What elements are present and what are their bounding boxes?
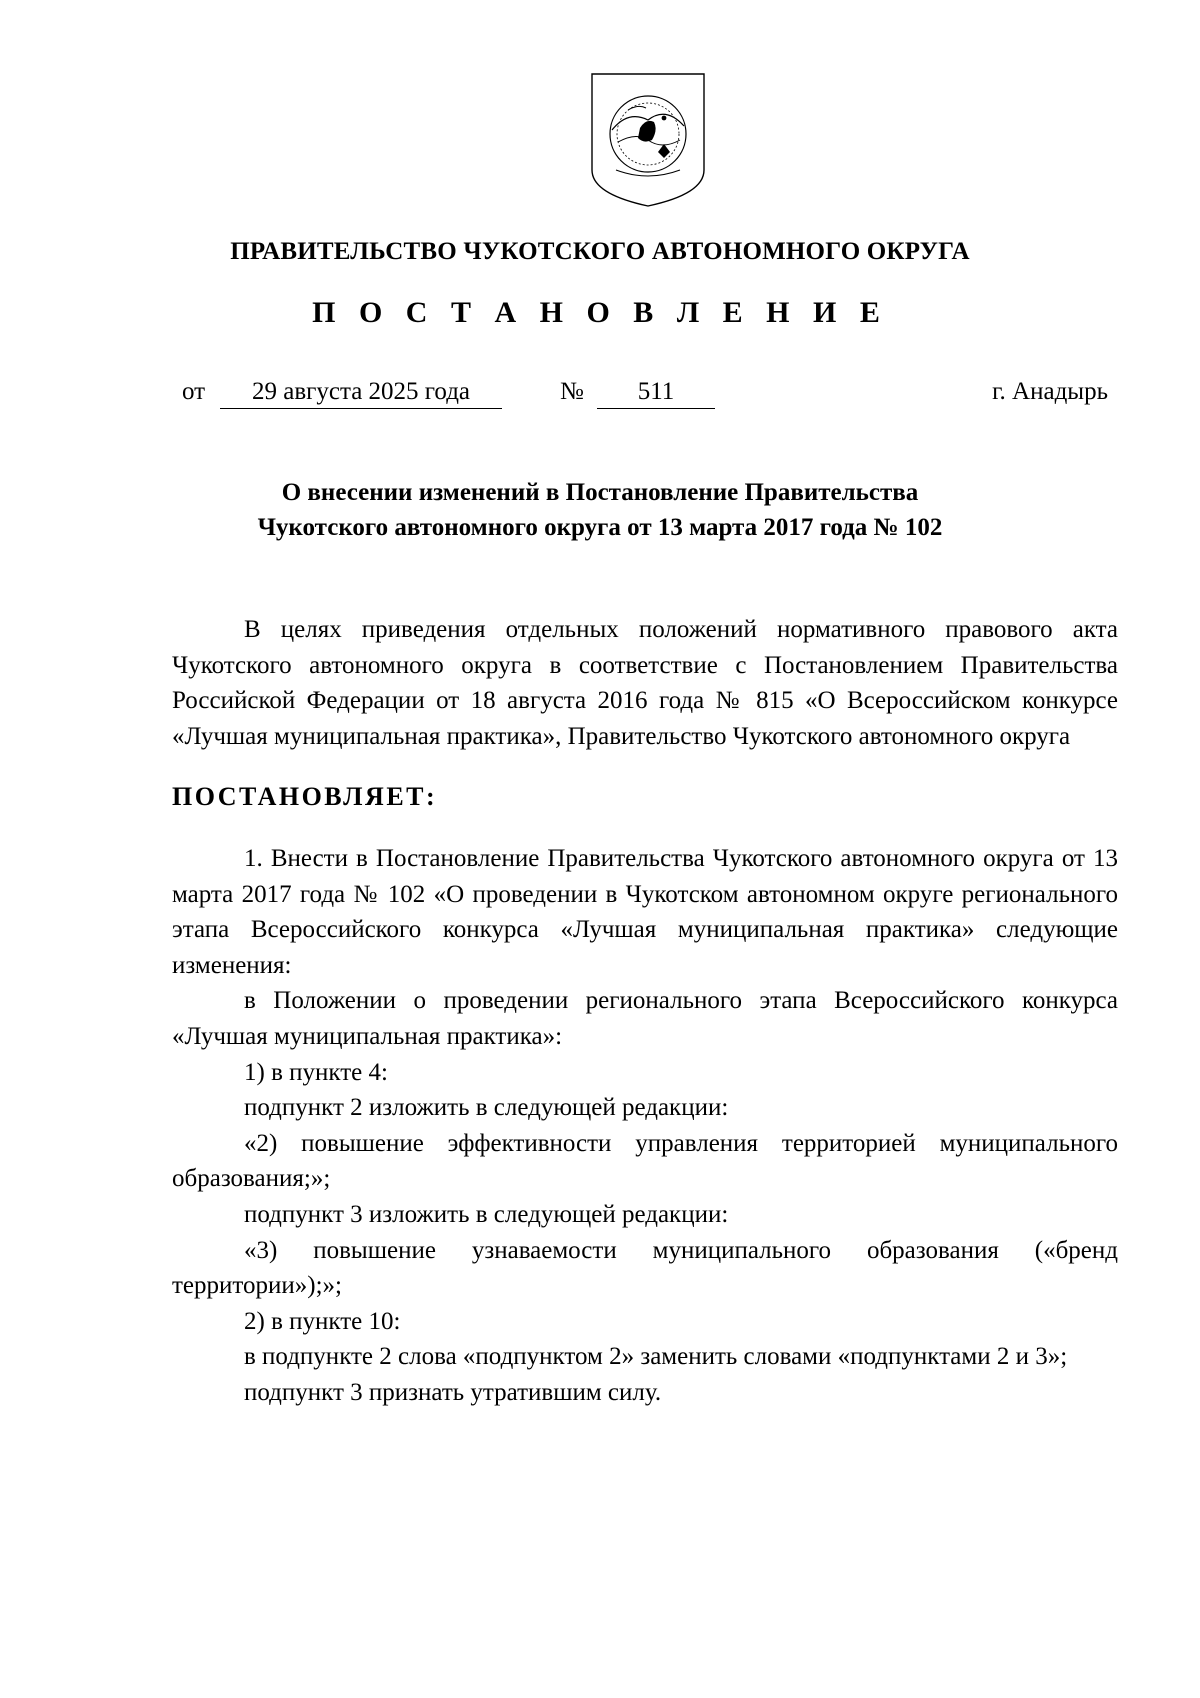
document-number: 511 (597, 378, 715, 409)
body-paragraph: в Положении о проведении регионального этапа Всероссийского конкурса «Лучшая муниципальная практика»: (172, 987, 1118, 1050)
body-paragraph: 2) в пункте 10: (244, 1307, 401, 1335)
body-paragraph: подпункт 2 изложить в следующей редакции: (244, 1094, 729, 1122)
number-label: № (560, 378, 584, 405)
document-body (172, 612, 1118, 1410)
chukotka-coat-of-arms-icon (588, 70, 708, 210)
body-paragraph: в подпункте 2 слова «подпунктом 2» заменить словами «подпунктами 2 и 3»; (244, 1343, 1068, 1371)
body-paragraph: «3) повышение узнаваемости муниципального образования («бренд территории»);»; (172, 1236, 1118, 1300)
document-date: 29 августа 2025 года (220, 378, 502, 409)
body-paragraph: подпункт 3 признать утратившим силу. (244, 1378, 662, 1406)
date-label: от (182, 378, 206, 405)
resolves-heading: ПОСТАНОВЛЯЕТ: (172, 782, 438, 812)
document-type-title: П О С Т А Н О В Л Е Н И Е (312, 296, 888, 329)
government-title: ПРАВИТЕЛЬСТВО ЧУКОТСКОГО АВТОНОМНОГО ОКРУГА (230, 238, 970, 265)
document-subject (150, 475, 1050, 545)
body-paragraph: «2) повышение эффективности управления территорией муниципального образования;»; (172, 1129, 1118, 1193)
preamble-paragraph: В целях приведения отдельных положений нормативного правового акта Чукотского автономного округа в соответствие с Постановлением Правительства Российской Федерации от 18 августа 2016 года № 815 «О Всероссийском конкурсе «Лучшая муниципальная практика», Правительство Чукотского автономного округа (172, 616, 1118, 750)
body-paragraph: 1) в пункте 4: (244, 1058, 388, 1086)
subject-line: Чукотского автономного округа от 13 марта 2017 года № 102 (257, 514, 943, 541)
body-paragraph: подпункт 3 изложить в следующей редакции: (244, 1200, 729, 1228)
issue-city: г. Анадырь (992, 378, 1108, 405)
subject-line: О внесении изменений в Постановление Правительства (281, 479, 919, 506)
body-paragraph: 1. Внести в Постановление Правительства Чукотского автономного округа от 13 марта 2017 года № 102 «О проведении в Чукотском автономном округе регионального этапа Всероссийского конкурса «Лучшая муниципальная практика» следующие изменения: (172, 844, 1118, 979)
